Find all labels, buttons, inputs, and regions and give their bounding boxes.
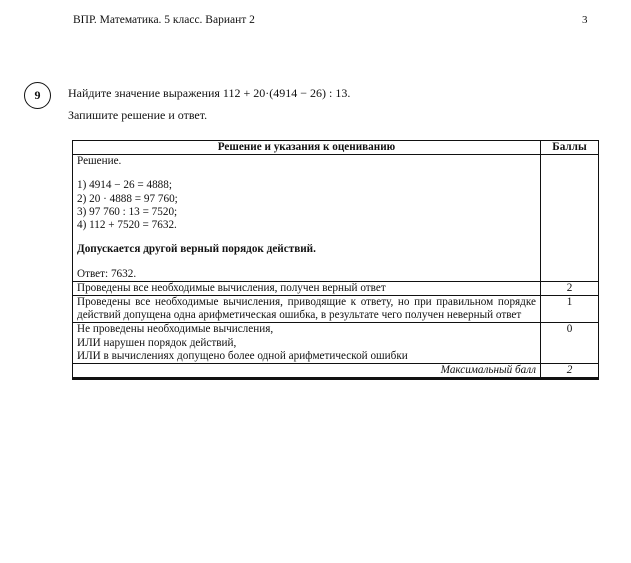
solution-cell bbox=[73, 155, 541, 282]
solution-label: Решение. bbox=[77, 155, 122, 168]
header-solution: Решение и указания к оцениванию bbox=[73, 141, 541, 155]
grading-table bbox=[72, 140, 599, 378]
solution-answer: Ответ: 7632. bbox=[77, 267, 137, 280]
criterion-line: ИЛИ в вычислениях допущено более одной арифметической ошибки bbox=[77, 349, 408, 362]
page-header: ВПР. Математика. 5 класс. Вариант 2 bbox=[73, 14, 255, 26]
bottom-rule bbox=[72, 378, 599, 380]
solution-step: 4) 112 + 7520 = 7632. bbox=[77, 219, 177, 232]
solution-step: 1) 4914 − 26 = 4888; bbox=[77, 179, 172, 192]
solution-step: 3) 97 760 : 13 = 7520; bbox=[77, 205, 178, 218]
criterion-line: Не проведены необходимые вычисления, bbox=[77, 323, 274, 336]
page-number: 3 bbox=[582, 14, 588, 26]
table-header-row bbox=[73, 141, 599, 155]
solution-step: 2) 20 · 4888 = 97 760; bbox=[77, 192, 178, 205]
max-score-label: Максимальный балл bbox=[73, 364, 541, 378]
criterion-row bbox=[73, 281, 599, 295]
header-score: Баллы bbox=[541, 141, 599, 155]
task-instruction: Запишите решение и ответ. bbox=[68, 108, 208, 122]
criterion-score: 1 bbox=[541, 295, 599, 322]
solution-note: Допускается другой верный порядок действий. bbox=[77, 243, 316, 256]
criterion-score: 0 bbox=[541, 323, 599, 364]
solution-score-cell bbox=[541, 155, 599, 282]
task-number: 9 bbox=[34, 88, 41, 102]
criterion-row bbox=[73, 295, 599, 322]
criterion-text bbox=[73, 323, 541, 364]
criterion-line: ИЛИ нарушен порядок действий, bbox=[77, 336, 237, 349]
max-score-row bbox=[73, 364, 599, 378]
max-score-value: 2 bbox=[541, 364, 599, 378]
task-question: Найдите значение выражения 112 + 20·(4914 − 26) : 13. bbox=[68, 86, 351, 100]
criterion-score: 2 bbox=[541, 281, 599, 295]
solution-row bbox=[73, 155, 599, 282]
criterion-text: Проведены все необходимые вычисления, получен верный ответ bbox=[73, 281, 541, 295]
criterion-text: Проведены все необходимые вычисления, приводящие к ответу, но при правильном порядке действий допущена одна арифметическая ошибка, в результате чего получен неверный ответ bbox=[73, 295, 541, 322]
task-number-badge bbox=[24, 82, 51, 109]
criterion-row bbox=[73, 323, 599, 364]
